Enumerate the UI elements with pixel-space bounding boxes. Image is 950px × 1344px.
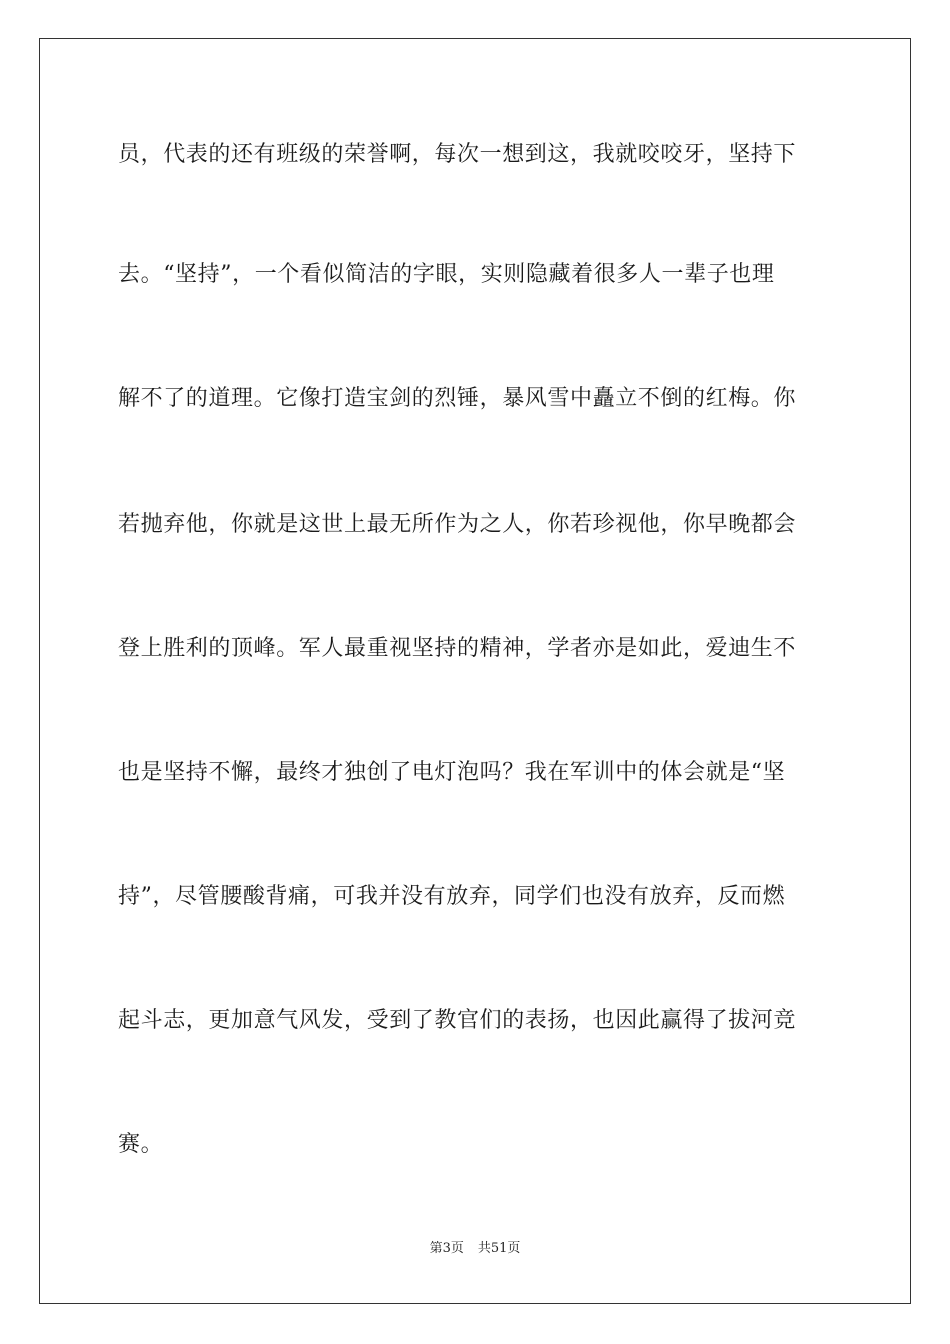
text-line: 解不了的道理。它像打造宝剑的烈锤，暴风雪中矗立不倒的红梅。你 [118,386,797,411]
text-line: 若抛弃他，你就是这世上最无所作为之人，你若珍视他，你早晚都会 [118,512,797,537]
text-line: 赛。 [118,1132,164,1157]
page-total: 共51页 [477,1241,521,1256]
text-line: 员，代表的还有班级的荣誉啊，每次一想到这，我就咬咬牙，坚持下 [118,142,797,167]
page-border [39,38,911,1304]
text-line: 登上胜利的顶峰。军人最重视坚持的精神，学者亦是如此，爱迪生不 [118,636,797,661]
text-line: 去。“坚持”，一个看似简洁的字眼，实则隐藏着很多人一辈子也理 [118,262,775,287]
text-line: 起斗志，更加意气风发，受到了教官们的表扬，也因此赢得了拔河竞 [118,1008,797,1033]
page-footer [0,1240,950,1258]
page-number: 第3页 [429,1241,464,1256]
text-line: 也是坚持不懈，最终才独创了电灯泡吗？我在军训中的体会就是“坚 [118,760,786,785]
text-line: 持”，尽管腰酸背痛，可我并没有放弃，同学们也没有放弃，反而燃 [118,884,786,909]
